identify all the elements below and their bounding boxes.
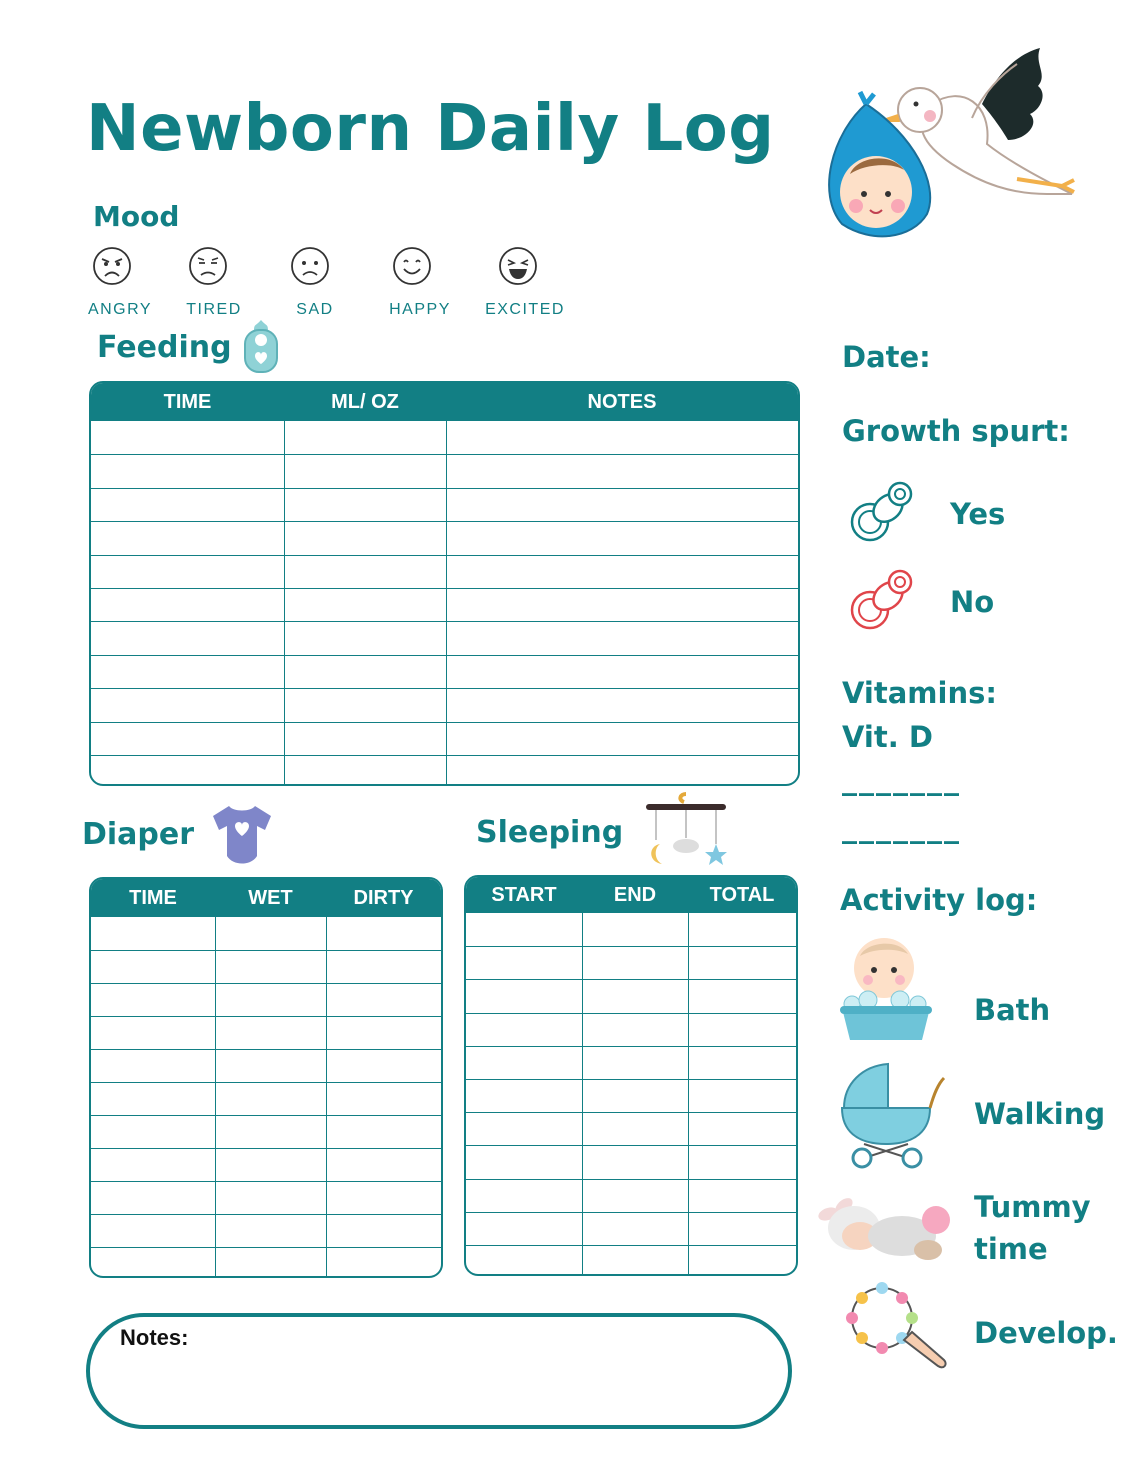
bath-icon bbox=[838, 928, 934, 1046]
notes-box[interactable] bbox=[86, 1313, 792, 1429]
activity-walking-label: Walking bbox=[974, 1097, 1106, 1131]
table-cell[interactable] bbox=[466, 1080, 582, 1112]
table-cell[interactable] bbox=[91, 1116, 215, 1148]
table-row bbox=[91, 1082, 441, 1115]
mood-label-angry: ANGRY bbox=[87, 301, 153, 318]
table-cell[interactable] bbox=[446, 489, 798, 521]
table-cell[interactable] bbox=[284, 723, 446, 755]
table-cell[interactable] bbox=[466, 1047, 582, 1079]
feeding-table-body bbox=[91, 421, 798, 786]
table-cell[interactable] bbox=[688, 1080, 796, 1112]
table-row bbox=[91, 950, 441, 983]
vitamin-blank-line-1[interactable]: _______ bbox=[842, 762, 961, 797]
diaper-table-body bbox=[91, 917, 441, 1278]
table-cell[interactable] bbox=[582, 947, 688, 979]
table-cell[interactable] bbox=[215, 951, 326, 983]
table-cell[interactable] bbox=[326, 951, 441, 983]
table-cell[interactable] bbox=[582, 1246, 688, 1276]
table-cell[interactable] bbox=[215, 1050, 326, 1082]
table-cell[interactable] bbox=[688, 1047, 796, 1079]
table-cell[interactable] bbox=[688, 1113, 796, 1145]
table-cell[interactable] bbox=[446, 756, 798, 786]
feeding-table-header bbox=[91, 383, 798, 421]
sleeping-col-end: END bbox=[613, 883, 657, 906]
table-cell[interactable] bbox=[284, 455, 446, 487]
table-cell[interactable] bbox=[215, 1248, 326, 1278]
table-row bbox=[466, 913, 796, 946]
table-cell[interactable] bbox=[284, 689, 446, 721]
table-row bbox=[466, 979, 796, 1012]
growth-yes-label: Yes bbox=[950, 497, 1006, 531]
table-cell[interactable] bbox=[91, 455, 284, 487]
table-row bbox=[91, 983, 441, 1016]
activity-tummy-label: Tummy bbox=[974, 1190, 1091, 1224]
onesie-icon bbox=[211, 802, 273, 868]
table-cell[interactable] bbox=[446, 589, 798, 621]
table-cell[interactable] bbox=[91, 1083, 215, 1115]
table-cell[interactable] bbox=[284, 589, 446, 621]
table-cell[interactable] bbox=[91, 689, 284, 721]
activity-time-label: time bbox=[974, 1232, 1048, 1266]
table-row bbox=[466, 1145, 796, 1178]
table-cell[interactable] bbox=[91, 522, 284, 554]
vitamins-label: Vitamins: bbox=[842, 676, 997, 710]
table-cell[interactable] bbox=[582, 980, 688, 1012]
table-cell[interactable] bbox=[466, 980, 582, 1012]
table-cell[interactable] bbox=[582, 1080, 688, 1112]
table-row bbox=[91, 755, 798, 786]
table-row bbox=[466, 946, 796, 979]
table-cell[interactable] bbox=[326, 917, 441, 950]
diaper-col-wet: WET bbox=[248, 886, 293, 909]
sleeping-table-body bbox=[466, 913, 796, 1276]
table-cell[interactable] bbox=[446, 522, 798, 554]
table-cell[interactable] bbox=[446, 622, 798, 654]
tired-face-icon[interactable] bbox=[188, 246, 228, 286]
diaper-heading: Diaper bbox=[82, 817, 195, 852]
table-row bbox=[91, 488, 798, 521]
table-cell[interactable] bbox=[466, 1146, 582, 1178]
table-cell[interactable] bbox=[91, 489, 284, 521]
table-row bbox=[91, 722, 798, 755]
date-label: Date: bbox=[842, 340, 931, 374]
table-row bbox=[91, 917, 441, 950]
table-cell[interactable] bbox=[284, 489, 446, 521]
mood-label-happy: HAPPY bbox=[389, 301, 451, 318]
vit-d-label: Vit. D bbox=[842, 720, 933, 754]
table-cell[interactable] bbox=[446, 689, 798, 721]
table-cell[interactable] bbox=[284, 421, 446, 454]
table-cell[interactable] bbox=[466, 1113, 582, 1145]
table-cell[interactable] bbox=[446, 723, 798, 755]
table-row bbox=[91, 1148, 441, 1181]
activity-develop-label: Develop. bbox=[974, 1316, 1118, 1350]
table-cell[interactable] bbox=[466, 1213, 582, 1245]
table-cell[interactable] bbox=[91, 917, 215, 950]
feeding-col-notes: NOTES bbox=[587, 390, 657, 413]
table-cell[interactable] bbox=[582, 1014, 688, 1046]
sleeping-heading: Sleeping bbox=[476, 815, 624, 850]
stroller-icon bbox=[838, 1058, 948, 1170]
table-row bbox=[466, 1112, 796, 1145]
table-cell[interactable] bbox=[215, 1215, 326, 1247]
table-cell[interactable] bbox=[215, 1017, 326, 1049]
table-cell[interactable] bbox=[326, 1248, 441, 1278]
tummy-time-baby-icon bbox=[816, 1192, 952, 1266]
table-cell[interactable] bbox=[688, 1146, 796, 1178]
table-cell[interactable] bbox=[446, 421, 798, 454]
table-cell[interactable] bbox=[326, 1149, 441, 1181]
table-cell[interactable] bbox=[446, 656, 798, 688]
activity-bath-label: Bath bbox=[974, 993, 1051, 1027]
table-cell[interactable] bbox=[326, 1182, 441, 1214]
diaper-col-dirty: DIRTY bbox=[353, 886, 414, 909]
table-cell[interactable] bbox=[582, 1180, 688, 1212]
table-cell[interactable] bbox=[326, 984, 441, 1016]
table-row bbox=[91, 1115, 441, 1148]
sleeping-table bbox=[464, 875, 798, 1276]
table-cell[interactable] bbox=[91, 421, 284, 454]
mood-heading: Mood bbox=[93, 200, 180, 233]
page-title: Newborn Daily Log bbox=[86, 92, 775, 166]
table-cell[interactable] bbox=[91, 723, 284, 755]
table-row bbox=[91, 1214, 441, 1247]
table-cell[interactable] bbox=[582, 913, 688, 946]
activity-log-label: Activity log: bbox=[840, 883, 1038, 917]
table-cell[interactable] bbox=[466, 1014, 582, 1046]
table-cell[interactable] bbox=[91, 656, 284, 688]
table-row bbox=[91, 1016, 441, 1049]
table-row bbox=[91, 621, 798, 654]
table-cell[interactable] bbox=[466, 1180, 582, 1212]
table-cell[interactable] bbox=[91, 951, 215, 983]
table-cell[interactable] bbox=[326, 1050, 441, 1082]
table-cell[interactable] bbox=[582, 1047, 688, 1079]
sleeping-col-total: TOTAL bbox=[709, 883, 775, 906]
table-cell[interactable] bbox=[91, 1050, 215, 1082]
table-cell[interactable] bbox=[91, 1149, 215, 1181]
table-cell[interactable] bbox=[91, 622, 284, 654]
table-cell[interactable] bbox=[284, 622, 446, 654]
table-cell[interactable] bbox=[466, 1246, 582, 1276]
mood-label-tired: TIRED bbox=[186, 301, 242, 318]
table-cell[interactable] bbox=[688, 980, 796, 1012]
rattle-toy-icon bbox=[842, 1278, 952, 1374]
table-cell[interactable] bbox=[91, 1182, 215, 1214]
table-cell[interactable] bbox=[91, 1017, 215, 1049]
sleeping-table-header bbox=[466, 877, 796, 913]
table-cell[interactable] bbox=[284, 756, 446, 786]
table-cell[interactable] bbox=[688, 1213, 796, 1245]
table-row bbox=[466, 1013, 796, 1046]
table-row bbox=[91, 421, 798, 454]
notes-label: Notes: bbox=[120, 1325, 189, 1350]
feeding-col-ml-oz: ML/ OZ bbox=[331, 390, 399, 413]
vitamin-blank-line-2[interactable]: _______ bbox=[842, 810, 961, 845]
feeding-table bbox=[89, 381, 800, 786]
table-cell[interactable] bbox=[215, 1182, 326, 1214]
pacifier-no-icon[interactable] bbox=[846, 566, 916, 634]
table-cell[interactable] bbox=[688, 1014, 796, 1046]
table-cell[interactable] bbox=[688, 913, 796, 946]
table-row bbox=[91, 688, 798, 721]
happy-face-icon[interactable] bbox=[392, 246, 432, 286]
table-cell[interactable] bbox=[91, 589, 284, 621]
mood-label-sad: SAD bbox=[296, 301, 334, 318]
diaper-table bbox=[89, 877, 443, 1278]
table-cell[interactable] bbox=[284, 522, 446, 554]
table-cell[interactable] bbox=[91, 984, 215, 1016]
table-cell[interactable] bbox=[466, 947, 582, 979]
sad-face-icon[interactable] bbox=[290, 246, 330, 286]
table-cell[interactable] bbox=[326, 1116, 441, 1148]
table-cell[interactable] bbox=[215, 984, 326, 1016]
stork-baby-illustration bbox=[812, 44, 1088, 244]
table-row bbox=[91, 1247, 441, 1278]
table-cell[interactable] bbox=[215, 1149, 326, 1181]
table-cell[interactable] bbox=[688, 1246, 796, 1276]
table-cell[interactable] bbox=[688, 947, 796, 979]
pacifier-yes-icon[interactable] bbox=[846, 478, 916, 546]
diaper-table-header bbox=[91, 879, 441, 917]
table-cell[interactable] bbox=[466, 913, 582, 946]
table-row bbox=[91, 1181, 441, 1214]
baby-mobile-icon bbox=[640, 790, 732, 870]
table-row bbox=[91, 555, 798, 588]
mood-label-excited: EXCITED bbox=[485, 301, 565, 318]
excited-face-icon[interactable] bbox=[498, 246, 538, 286]
bib-icon bbox=[242, 318, 280, 376]
growth-no-label: No bbox=[950, 585, 995, 619]
table-row bbox=[466, 1179, 796, 1212]
table-cell[interactable] bbox=[215, 1083, 326, 1115]
table-row bbox=[91, 454, 798, 487]
table-row bbox=[91, 1049, 441, 1082]
sleeping-col-start: START bbox=[491, 883, 557, 906]
table-row bbox=[91, 588, 798, 621]
table-cell[interactable] bbox=[284, 656, 446, 688]
table-cell[interactable] bbox=[215, 1116, 326, 1148]
growth-spurt-label: Growth spurt: bbox=[842, 414, 1070, 448]
diaper-col-time: TIME bbox=[129, 886, 177, 909]
table-cell[interactable] bbox=[582, 1146, 688, 1178]
feeding-heading: Feeding bbox=[97, 330, 232, 365]
table-row bbox=[466, 1245, 796, 1276]
table-row bbox=[466, 1046, 796, 1079]
table-cell[interactable] bbox=[446, 455, 798, 487]
table-cell[interactable] bbox=[326, 1215, 441, 1247]
table-row bbox=[466, 1079, 796, 1112]
table-row bbox=[91, 655, 798, 688]
feeding-col-time: TIME bbox=[163, 390, 212, 413]
table-cell[interactable] bbox=[91, 556, 284, 588]
angry-face-icon[interactable] bbox=[92, 246, 132, 286]
table-cell[interactable] bbox=[326, 1017, 441, 1049]
table-cell[interactable] bbox=[446, 556, 798, 588]
table-cell[interactable] bbox=[91, 1215, 215, 1247]
table-cell[interactable] bbox=[326, 1083, 441, 1115]
table-cell[interactable] bbox=[91, 756, 284, 786]
table-cell[interactable] bbox=[215, 917, 326, 950]
table-row bbox=[91, 521, 798, 554]
table-cell[interactable] bbox=[582, 1213, 688, 1245]
table-cell[interactable] bbox=[582, 1113, 688, 1145]
table-cell[interactable] bbox=[688, 1180, 796, 1212]
table-cell[interactable] bbox=[284, 556, 446, 588]
table-row bbox=[466, 1212, 796, 1245]
table-cell[interactable] bbox=[91, 1248, 215, 1278]
